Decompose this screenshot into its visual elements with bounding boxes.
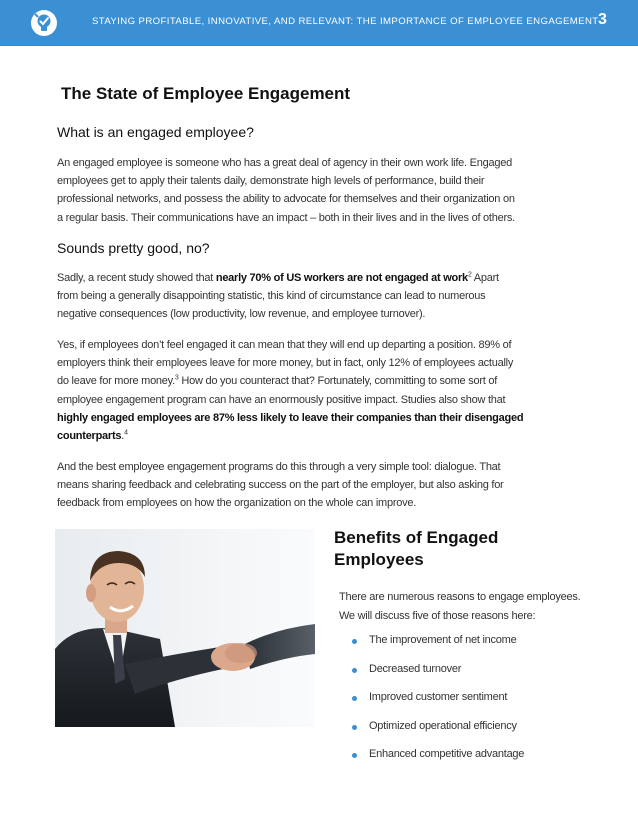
heading-line: Benefits of Engaged [334,528,499,547]
bold-statistic: counterparts [57,430,122,443]
text-line: professional networks, and possess the ability to advocate for themselves and their organization on [57,193,515,206]
benefits-intro [339,588,609,626]
text-span: do leave for more money. [57,375,175,388]
header-title: STAYING PROFITABLE, INNOVATIVE, AND RELEVANT: THE IMPORTANCE OF EMPLOYEE ENGAGEMENT [92,16,599,27]
text-span: Apart [471,272,499,284]
handshake-photo [55,529,315,727]
bullet-icon [352,696,357,701]
subheading-engaged-employee: What is an engaged employee? [57,124,254,140]
list-item-label: The improvement of net income [369,634,517,646]
list-item [352,691,524,720]
text-line: Yes, if employees don’t feel engaged it can mean that they will end up departing a position. 89% of [57,339,512,351]
list-item-label: Improved customer sentiment [369,691,508,703]
text-line: employee engagement program can have an enormously positive impact. Studies also show that [57,393,506,406]
list-item [352,663,524,692]
bold-statistic: nearly 70% of US workers are not engaged at work [215,272,468,284]
benefits-list [352,634,524,777]
text-line: feedback from employees on how the organization on the whole can improve. [57,497,417,510]
bullet-icon [352,725,357,730]
list-item [352,634,524,663]
section-heading: The State of Employee Engagement [61,84,351,103]
text-span: . [121,430,125,443]
paragraph-dialogue [57,458,577,513]
footnote-ref: 2 [467,271,472,279]
text-line [57,269,577,287]
text-span: Sadly, a recent study showed that [57,272,216,284]
bullet-icon [352,753,357,758]
text-line [57,427,577,445]
text-line: means sharing feedback and celebrating success on the part of the employer, but also asking for [57,479,504,492]
list-item-label: Optimized operational efficiency [369,719,517,732]
bullet-icon [352,668,357,673]
text-line: An engaged employee is someone who has a great deal of agency in their own work life. Engaged [57,157,512,169]
lightbulb-logo-icon [30,9,58,37]
text-line [57,372,577,390]
text-line: from being a generally disappointing statistic, this kind of circumstance can lead to numerous [57,290,486,303]
paragraph-turnover [57,336,577,445]
subheading-sounds-good: Sounds pretty good, no? [57,240,210,256]
list-item [352,748,524,777]
text-span: How do you counteract that? Fortunately, committing to some sort of [178,375,498,388]
page-header [0,0,638,46]
text-line: There are numerous reasons to engage employees. [339,591,581,603]
footnote-ref: 4 [124,429,128,437]
text-line: And the best employee engagement programs do this through a very simple tool: dialogue. That [57,461,501,473]
paragraph-engaged-definition [57,154,577,227]
bullet-icon [352,639,357,644]
benefits-heading [334,527,554,571]
text-line: employers think their employees leave for more money, but in fact, only 12% of employees actually [57,357,514,370]
bold-statistic: highly engaged employees are 87% less likely to leave their companies than their disengaged [57,411,524,424]
text-line: negative consequences (low productivity, low revenue, and employee turnover). [57,308,426,321]
page-number: 3 [598,11,607,28]
text-line: employees get to apply their talents daily, demonstrate high levels of performance, build their [57,175,485,188]
paragraph-statistics [57,269,577,324]
text-line [57,409,577,427]
footnote-ref: 3 [174,374,179,382]
text-line: a regular basis. Their communications have an impact – both in their lives and in the lives of others. [57,211,515,224]
list-item [352,720,524,749]
list-item-label: Enhanced competitive advantage [369,748,525,760]
list-item-label: Decreased turnover [369,662,462,675]
heading-line: Employees [334,550,424,569]
handshake-illustration [55,529,315,727]
text-line: We will discuss five of those reasons here: [339,610,536,622]
